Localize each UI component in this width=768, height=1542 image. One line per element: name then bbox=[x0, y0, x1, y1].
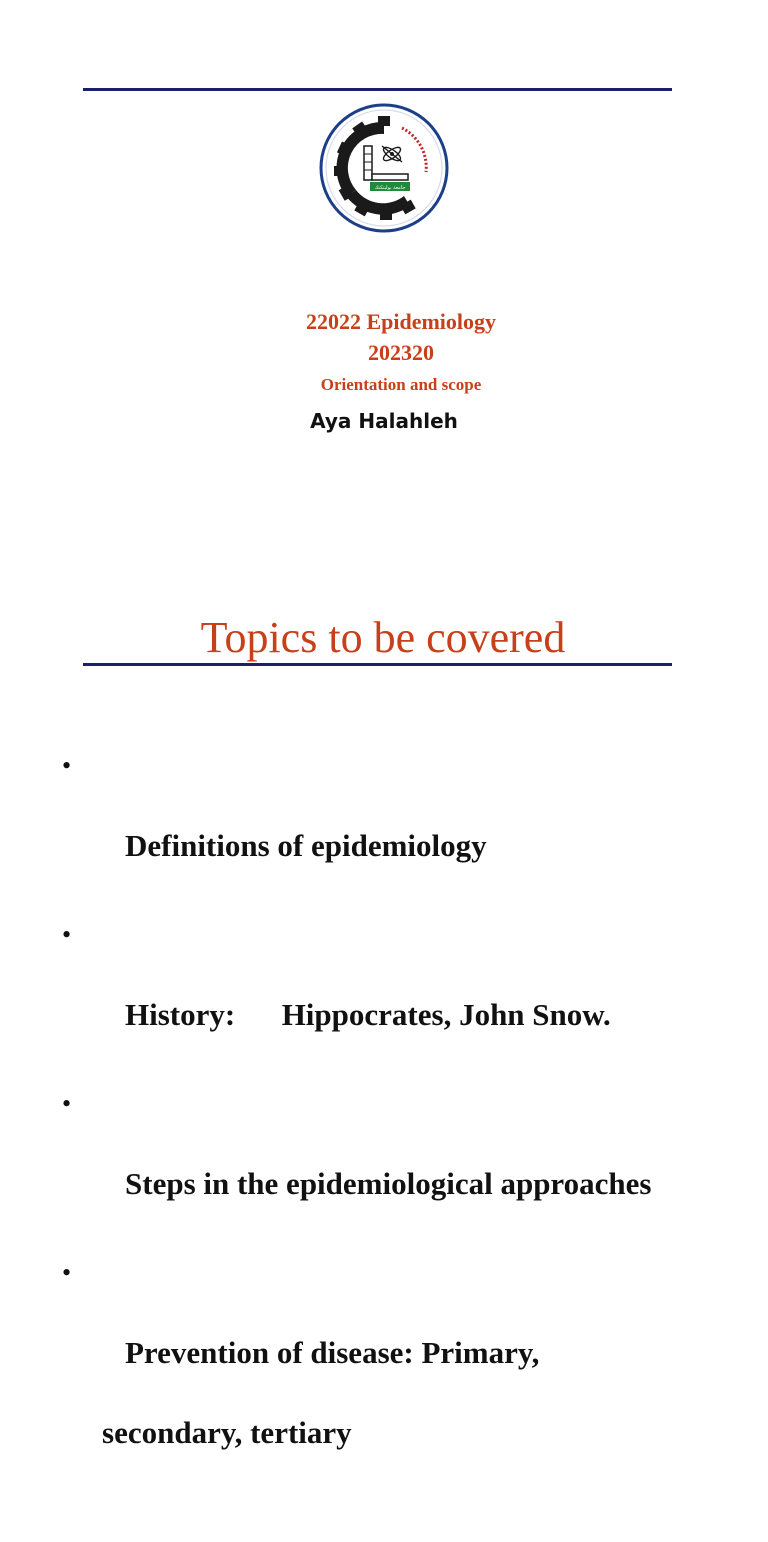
topic-item bbox=[62, 746, 752, 906]
topic-text: Definitions of epidemiology bbox=[125, 828, 487, 863]
course-code-title: 22022 Epidemiology bbox=[305, 309, 497, 334]
bullet-icon: • bbox=[62, 920, 72, 949]
topics-list bbox=[62, 746, 752, 1542]
bullet-icon: • bbox=[62, 1258, 72, 1287]
topic-item bbox=[62, 1253, 752, 1533]
author-name: Aya Halahleh bbox=[310, 409, 458, 433]
bullet-icon: • bbox=[62, 751, 72, 780]
section-title: Topics to be covered bbox=[200, 613, 566, 662]
topic-item bbox=[62, 1084, 752, 1244]
topic-text: Prevention of disease: Primary, bbox=[125, 1335, 540, 1370]
topic-text: Steps in the epidemiological approaches bbox=[125, 1166, 652, 1201]
svg-text:جامعة بوليتكنك: جامعة بوليتكنك bbox=[374, 185, 406, 191]
university-seal-icon bbox=[318, 102, 450, 234]
course-term: 202320 bbox=[368, 340, 434, 365]
course-subtitle: Orientation and scope bbox=[320, 375, 482, 394]
topic-text-continuation: secondary, tertiary bbox=[102, 1415, 352, 1450]
bullet-icon: • bbox=[62, 1089, 72, 1118]
section-rule bbox=[83, 663, 672, 666]
topic-text: History: Hippocrates, John Snow. bbox=[125, 997, 611, 1032]
top-rule bbox=[83, 88, 672, 91]
topic-item bbox=[62, 915, 752, 1075]
university-logo bbox=[318, 102, 450, 234]
